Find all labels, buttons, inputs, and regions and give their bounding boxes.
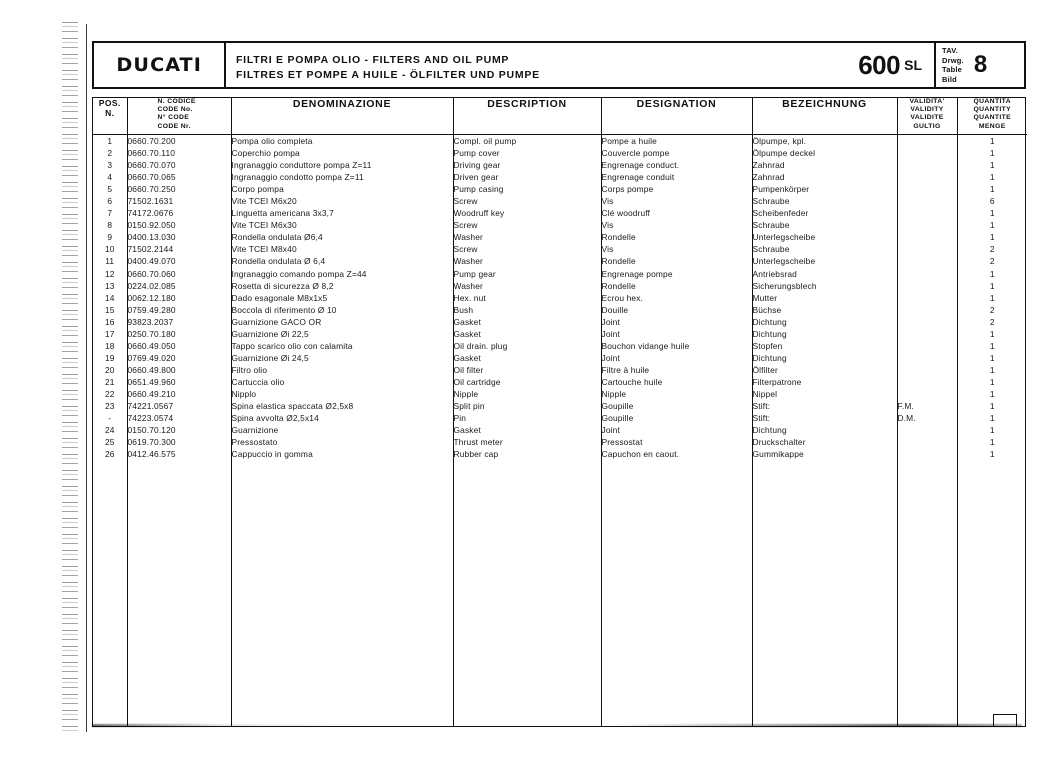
cell-code: 0660.70.250 bbox=[127, 184, 176, 195]
cell-quantity-column bbox=[957, 135, 1027, 727]
validity-label-fr: VALIDITE bbox=[910, 114, 944, 122]
cell-position-column bbox=[93, 135, 127, 727]
cell-bezeichnung: Büchse bbox=[752, 304, 782, 315]
cell-quantity: 1 bbox=[989, 352, 995, 363]
cell-quantity: 1 bbox=[989, 376, 995, 387]
column-header-designation: DESIGNATION bbox=[601, 98, 752, 135]
validity-label-en: VALIDITY bbox=[910, 106, 944, 114]
cell-designation: Vis bbox=[601, 244, 614, 255]
bezeichnung-list bbox=[753, 135, 897, 460]
cell-quantity: 1 bbox=[989, 172, 995, 183]
cell-code: 74172.0676 bbox=[127, 208, 174, 219]
cell-denominazione: Linguetta americana 3x3,7 bbox=[231, 208, 334, 219]
cell-designation-column bbox=[601, 135, 752, 727]
cell-denominazione: Coperchio pompa bbox=[231, 148, 300, 159]
cell-quantity: 1 bbox=[989, 148, 995, 159]
cell-quantity: 1 bbox=[989, 413, 995, 424]
cell-validity bbox=[898, 183, 957, 195]
cell-description: Gasket bbox=[453, 425, 481, 436]
cell-designation: Pompe a huile bbox=[601, 136, 657, 146]
cell-quantity: 1 bbox=[989, 437, 995, 448]
cell-quantity: 1 bbox=[989, 425, 995, 436]
cell-pos: 24 bbox=[104, 425, 115, 436]
cell-description: Washer bbox=[453, 280, 483, 291]
cell-code: 0400.13.030 bbox=[127, 232, 176, 243]
cell-quantity: 1 bbox=[989, 340, 995, 351]
cell-validity bbox=[898, 147, 957, 159]
cell-bezeichnung: Dichtung bbox=[752, 425, 787, 436]
cell-description: Gasket bbox=[453, 316, 481, 327]
cell-pos: 6 bbox=[107, 196, 113, 207]
cell-code: 74221.0567 bbox=[127, 401, 174, 412]
cell-validity bbox=[898, 328, 957, 340]
column-header-quantity bbox=[957, 98, 1027, 135]
cell-pos: 25 bbox=[104, 437, 115, 448]
cell-description: Driving gear bbox=[453, 160, 501, 171]
cell-quantity: 1 bbox=[989, 449, 995, 460]
table-label-it: TAV. bbox=[942, 46, 959, 55]
cell-validity bbox=[898, 352, 957, 364]
position-list bbox=[93, 135, 127, 460]
cell-bezeichnung: Dichtung bbox=[752, 352, 787, 363]
cell-designation: Pressostat bbox=[601, 437, 643, 448]
description-list bbox=[454, 135, 601, 460]
cell-validity bbox=[898, 376, 957, 388]
cell-bezeichnung: Ölfilter bbox=[752, 364, 778, 375]
cell-quantity: 1 bbox=[989, 401, 995, 412]
cell-designation: Engrenage conduit bbox=[601, 172, 675, 183]
cell-description: Screw bbox=[453, 196, 478, 207]
cell-description-column bbox=[453, 135, 601, 727]
cell-designation: Filtre à huile bbox=[601, 364, 650, 375]
cell-designation: Rondelle bbox=[601, 256, 636, 267]
cell-bezeichnung: Druckschalter bbox=[752, 437, 806, 448]
cell-code: 74223.0574 bbox=[127, 413, 174, 424]
cell-designation: Nipple bbox=[601, 388, 627, 399]
cell-code: 71502.2144 bbox=[127, 244, 174, 255]
code-label-en: CODE No. bbox=[157, 106, 193, 114]
cell-denominazione: Boccola di riferimento Ø 10 bbox=[231, 304, 337, 315]
cell-code: 0660.70.200 bbox=[127, 136, 176, 146]
cell-code: 0224.02.085 bbox=[127, 280, 176, 291]
cell-denominazione: Ingranaggio comando pompa Z=44 bbox=[231, 268, 367, 279]
catalog-sheet bbox=[92, 41, 1026, 727]
table-number-block bbox=[934, 43, 1024, 87]
cell-description: Washer bbox=[453, 256, 483, 267]
quantity-list bbox=[958, 135, 1028, 460]
cell-pos: 20 bbox=[104, 364, 115, 375]
cell-bezeichnung: Nippel bbox=[752, 388, 778, 399]
cell-code: 0660.70.060 bbox=[127, 268, 176, 279]
cell-validity bbox=[898, 268, 957, 280]
cell-bezeichnung: Stift: bbox=[752, 401, 771, 412]
cell-pos: 19 bbox=[104, 352, 115, 363]
cell-description: Pump gear bbox=[453, 268, 496, 279]
code-list bbox=[128, 135, 231, 460]
cell-pos: - bbox=[108, 413, 112, 424]
cell-description: Gasket bbox=[453, 328, 481, 339]
cell-designation: Joint bbox=[601, 328, 620, 339]
cell-denominazione: Filtro olio bbox=[231, 364, 268, 375]
cell-bezeichnung: Antriebsrad bbox=[752, 268, 797, 279]
model-number: 600 bbox=[858, 49, 901, 80]
cell-pos: 8 bbox=[107, 220, 113, 231]
cell-denominazione: Guarnizione Øi 22,5 bbox=[231, 328, 309, 339]
cell-bezeichnung: Filterpatrone bbox=[752, 376, 802, 387]
cell-pos: 22 bbox=[104, 388, 115, 399]
cell-validity bbox=[898, 159, 957, 171]
cell-validity bbox=[898, 340, 957, 352]
cell-description: Gasket bbox=[453, 352, 481, 363]
cell-bezeichnung: Ölpumpe deckel bbox=[752, 148, 816, 159]
cell-code: 0150.70.120 bbox=[127, 425, 176, 436]
cell-description: Pin bbox=[453, 413, 467, 424]
cell-bezeichnung: Sicherungsblech bbox=[752, 280, 817, 291]
title-line-italian-english: FILTRI E POMPA OLIO - FILTERS AND OIL PUMP bbox=[236, 54, 510, 66]
column-header-position bbox=[93, 98, 127, 135]
cell-denominazione: Dado esagonale M8x1x5 bbox=[231, 292, 328, 303]
quantity-label-en: QUANTITY bbox=[973, 106, 1012, 114]
cell-designation: Ecrou hex. bbox=[601, 292, 644, 303]
cell-quantity: 1 bbox=[989, 184, 995, 195]
cell-code: 0250.70.180 bbox=[127, 328, 176, 339]
cell-designation: Rondelle bbox=[601, 280, 636, 291]
cell-description: Screw bbox=[453, 244, 478, 255]
cell-pos: 15 bbox=[104, 304, 115, 315]
cell-code-column bbox=[127, 135, 231, 727]
cell-validity bbox=[898, 364, 957, 376]
cell-description: Hex. nut bbox=[453, 292, 486, 303]
cell-quantity: 1 bbox=[989, 136, 995, 146]
cell-pos: 16 bbox=[104, 316, 115, 327]
cell-description: Thrust meter bbox=[453, 437, 503, 448]
sheet-title-block bbox=[226, 43, 772, 87]
cell-denominazione: Guarnizione Øi 24,5 bbox=[231, 352, 309, 363]
cell-code: 0412.46.575 bbox=[127, 449, 176, 460]
cell-denominazione: Guarnizione GACO OR bbox=[231, 316, 322, 327]
cell-quantity: 1 bbox=[989, 328, 995, 339]
cell-bezeichnung: Dichtung bbox=[752, 316, 787, 327]
cell-pos: 26 bbox=[104, 449, 115, 460]
cell-bezeichnung: Mutter bbox=[752, 292, 778, 303]
cell-bezeichnung: Stift: bbox=[752, 413, 771, 424]
parts-table-frame bbox=[92, 97, 1026, 727]
column-header-bezeichnung: BEZEICHNUNG bbox=[752, 98, 897, 135]
cell-pos: 10 bbox=[104, 244, 115, 255]
cell-description: Washer bbox=[453, 232, 483, 243]
ducati-wordmark: DUCATI bbox=[116, 54, 202, 76]
cell-denominazione: Vite TCEI M6x30 bbox=[231, 220, 297, 231]
cell-pos: 7 bbox=[107, 208, 113, 219]
cell-code: 0769.49.020 bbox=[127, 352, 176, 363]
cell-bezeichnung: Zahnrad bbox=[752, 160, 785, 171]
cell-denominazione: Pressostato bbox=[231, 437, 278, 448]
cell-description: Pump cover bbox=[453, 148, 500, 159]
table-label-fr: Table bbox=[942, 65, 963, 74]
cell-description: Pump casing bbox=[453, 184, 504, 195]
cell-denominazione: Nipplo bbox=[231, 388, 257, 399]
scan-artifact-bottom-edge bbox=[92, 724, 1022, 727]
cell-quantity: 1 bbox=[989, 280, 995, 291]
page-masthead bbox=[92, 41, 1026, 89]
cell-quantity: 1 bbox=[989, 388, 995, 399]
cell-denominazione: Vite TCEI M6x20 bbox=[231, 196, 297, 207]
cell-validity bbox=[898, 171, 957, 183]
cell-description: Screw bbox=[453, 220, 478, 231]
cell-pos: 2 bbox=[107, 148, 113, 159]
cell-bezeichnung: Schraube bbox=[752, 196, 790, 207]
cell-pos: 14 bbox=[104, 292, 115, 303]
cell-pos: 1 bbox=[107, 136, 113, 146]
pos-label-l2: N. bbox=[105, 108, 115, 118]
cell-validity bbox=[898, 316, 957, 328]
cell-designation: Couvercle pompe bbox=[601, 148, 670, 159]
cell-description: Driven gear bbox=[453, 172, 499, 183]
designation-list bbox=[602, 135, 752, 460]
cell-designation: Vis bbox=[601, 220, 614, 231]
cell-designation: Cartouche huile bbox=[601, 376, 663, 387]
cell-validity: D.M. bbox=[897, 413, 916, 424]
table-number-labels bbox=[942, 46, 964, 84]
column-header-description: DESCRIPTION bbox=[453, 98, 601, 135]
cell-pos: 11 bbox=[105, 256, 115, 267]
cell-quantity: 2 bbox=[989, 304, 995, 315]
cell-quantity: 1 bbox=[989, 292, 995, 303]
cell-denominazione: Tappo scarico olio con calamita bbox=[231, 340, 353, 351]
cell-validity bbox=[898, 255, 957, 267]
cell-bezeichnung: Zahnrad bbox=[752, 172, 785, 183]
cell-bezeichnung: Scheibenfeder bbox=[752, 208, 809, 219]
cell-code: 0660.70.065 bbox=[127, 172, 176, 183]
cell-denominazione: Ingranaggio conduttore pompa Z=11 bbox=[231, 160, 372, 171]
cell-quantity: 1 bbox=[989, 208, 995, 219]
cell-code: 0660.49.800 bbox=[127, 364, 176, 375]
validity-label-de: GULTIG bbox=[913, 122, 941, 130]
cell-denominazione: Corpo pompa bbox=[231, 184, 284, 195]
cell-designation: Bouchon vidange huile bbox=[601, 340, 690, 351]
model-designation bbox=[772, 43, 934, 87]
cell-validity-column bbox=[897, 135, 957, 727]
cell-denominazione: Pompa olio completa bbox=[231, 136, 313, 146]
cell-code: 0660.49.050 bbox=[127, 340, 176, 351]
cell-code: 0759.49.280 bbox=[127, 304, 176, 315]
cell-bezeichnung: Unterlegscheibe bbox=[752, 256, 816, 267]
scan-artifact-left-margin bbox=[62, 22, 78, 734]
column-header-validity bbox=[897, 98, 957, 135]
cell-validity bbox=[898, 207, 957, 219]
cell-code: 0619.70.300 bbox=[127, 437, 176, 448]
cell-description: Split pin bbox=[453, 401, 485, 412]
pos-label-l1: POS. bbox=[98, 98, 121, 108]
cell-validity bbox=[898, 304, 957, 316]
cell-validity bbox=[898, 436, 957, 448]
cell-designation: Clé woodruff bbox=[601, 208, 651, 219]
cell-designation: Joint bbox=[601, 316, 620, 327]
page-edge-line bbox=[86, 24, 87, 732]
cell-quantity: 1 bbox=[989, 232, 995, 243]
cell-validity bbox=[898, 292, 957, 304]
cell-designation: Vis bbox=[601, 196, 614, 207]
cell-validity bbox=[898, 195, 957, 207]
cell-pos: 12 bbox=[104, 268, 115, 279]
cell-description: Oil drain. plug bbox=[453, 340, 508, 351]
denominazione-list bbox=[232, 135, 453, 460]
cell-bezeichnung-column bbox=[752, 135, 897, 727]
cell-code: 0062.12.180 bbox=[127, 292, 176, 303]
cell-pos: 18 bbox=[104, 340, 115, 351]
cell-bezeichnung: Gummikappe bbox=[752, 449, 804, 460]
cell-validity bbox=[898, 135, 957, 147]
cell-description: Rubber cap bbox=[453, 449, 499, 460]
cell-pos: 23 bbox=[104, 401, 115, 412]
cell-denominazione: Guarnizione bbox=[231, 425, 279, 436]
cell-validity bbox=[898, 219, 957, 231]
cell-quantity: 2 bbox=[989, 256, 995, 267]
cell-designation: Joint bbox=[601, 352, 620, 363]
validity-list bbox=[898, 135, 957, 460]
cell-designation: Goupille bbox=[601, 401, 634, 412]
cell-denominazione: Ingranaggio condotto pompa Z=11 bbox=[231, 172, 364, 183]
table-label-en: Drwg. bbox=[942, 55, 964, 65]
cell-description: Oil cartridge bbox=[453, 376, 501, 387]
column-header-code bbox=[127, 98, 231, 135]
cell-designation: Capuchon en caout. bbox=[601, 449, 680, 460]
cell-code: 93823.2037 bbox=[127, 316, 174, 327]
cell-denominazione: Rondella ondulata Ø 6,4 bbox=[231, 256, 326, 267]
cell-denominazione: Cartuccia olio bbox=[231, 376, 285, 387]
cell-pos: 21 bbox=[104, 376, 115, 387]
code-label-de: CODE Nr. bbox=[157, 122, 191, 130]
cell-bezeichnung: Dichtung bbox=[752, 328, 787, 339]
quantity-label-de: MENGE bbox=[978, 122, 1006, 130]
cell-designation: Joint bbox=[601, 425, 620, 436]
cell-denominazione: Spina elastica spaccata Ø2,5x8 bbox=[231, 401, 354, 412]
cell-pos: 17 bbox=[104, 328, 115, 339]
cell-code: 0150.92.050 bbox=[127, 220, 176, 231]
cell-pos: 4 bbox=[107, 172, 113, 183]
cell-description: Nipple bbox=[453, 388, 479, 399]
cell-code: 0651.49.960 bbox=[127, 376, 176, 387]
cell-bezeichnung: Schraube bbox=[752, 220, 790, 231]
parts-table bbox=[93, 98, 1027, 726]
validity-label-it: VALIDITA' bbox=[909, 98, 945, 105]
cell-quantity: 1 bbox=[989, 160, 995, 171]
cell-validity bbox=[898, 388, 957, 400]
cell-validity bbox=[898, 424, 957, 436]
cell-validity bbox=[898, 280, 957, 292]
cell-pos: 3 bbox=[107, 160, 113, 171]
cell-pos: 5 bbox=[107, 184, 113, 195]
cell-code: 71502.1631 bbox=[127, 196, 174, 207]
cell-quantity: 6 bbox=[989, 196, 995, 207]
code-label-it: N. CODICE bbox=[157, 98, 196, 105]
cell-bezeichnung: Pumpenkörper bbox=[752, 184, 810, 195]
cell-validity bbox=[898, 231, 957, 243]
cell-code: 0660.49.210 bbox=[127, 388, 176, 399]
cell-code: 0400.49.070 bbox=[127, 256, 176, 267]
cell-bezeichnung: Stopfen bbox=[752, 340, 783, 351]
cell-designation: Engrenage pompe bbox=[601, 268, 673, 279]
cell-validity bbox=[898, 243, 957, 255]
code-label-fr: N° CODE bbox=[157, 114, 190, 122]
table-label-de: Bild bbox=[942, 74, 957, 84]
cell-designation: Rondelle bbox=[601, 232, 636, 243]
cell-description: Bush bbox=[453, 304, 474, 315]
cell-denominazione: Vite TCEI M8x40 bbox=[231, 244, 297, 255]
quantity-label-it: QUANTITA bbox=[973, 98, 1011, 105]
cell-validity bbox=[898, 448, 957, 460]
cell-validity: F.M. bbox=[897, 401, 914, 412]
cell-designation: Douille bbox=[601, 304, 629, 315]
cell-quantity: 1 bbox=[989, 364, 995, 375]
cell-pos: 9 bbox=[107, 232, 113, 243]
cell-bezeichnung: Schraube bbox=[752, 244, 790, 255]
table-body-row bbox=[93, 135, 1027, 727]
cell-denominazione: Rondella ondulata Ø6,4 bbox=[231, 232, 323, 243]
cell-quantity: 1 bbox=[989, 268, 995, 279]
table-header-row bbox=[93, 98, 1027, 135]
cell-denominazione: Cappuccio in gomma bbox=[231, 449, 313, 460]
ducati-logo bbox=[94, 43, 226, 87]
model-suffix: SL bbox=[904, 57, 922, 73]
cell-description: Oil filter bbox=[453, 364, 484, 375]
cell-quantity: 1 bbox=[989, 220, 995, 231]
cell-denominazione-column bbox=[231, 135, 453, 727]
cell-bezeichnung: Unterlegscheibe bbox=[752, 232, 816, 243]
table-number-value: 8 bbox=[973, 51, 988, 78]
cell-designation: Engrenage conduct. bbox=[601, 160, 680, 171]
cell-description: Compl. oil pump bbox=[453, 136, 517, 146]
cell-code: 0660.70.070 bbox=[127, 160, 176, 171]
cell-denominazione: Rosetta di sicurezza Ø 8,2 bbox=[231, 280, 334, 291]
title-line-french-german: FILTRES ET POMPE A HUILE - ÖLFILTER UND PUMPE bbox=[236, 69, 540, 81]
cell-quantity: 2 bbox=[989, 244, 995, 255]
cell-quantity: 2 bbox=[989, 316, 995, 327]
cell-designation: Goupille bbox=[601, 413, 634, 424]
column-header-denominazione: DENOMINAZIONE bbox=[231, 98, 453, 135]
cell-denominazione: Spina avvolta Ø2,5x14 bbox=[231, 413, 319, 424]
cell-bezeichnung: Ölpumpe, kpl. bbox=[752, 136, 807, 146]
cell-designation: Corps pompe bbox=[601, 184, 654, 195]
cell-description: Woodruff key bbox=[453, 208, 505, 219]
cell-pos: 13 bbox=[104, 280, 115, 291]
quantity-label-fr: QUANTITE bbox=[973, 114, 1012, 122]
cell-code: 0660.70.110 bbox=[127, 148, 176, 159]
